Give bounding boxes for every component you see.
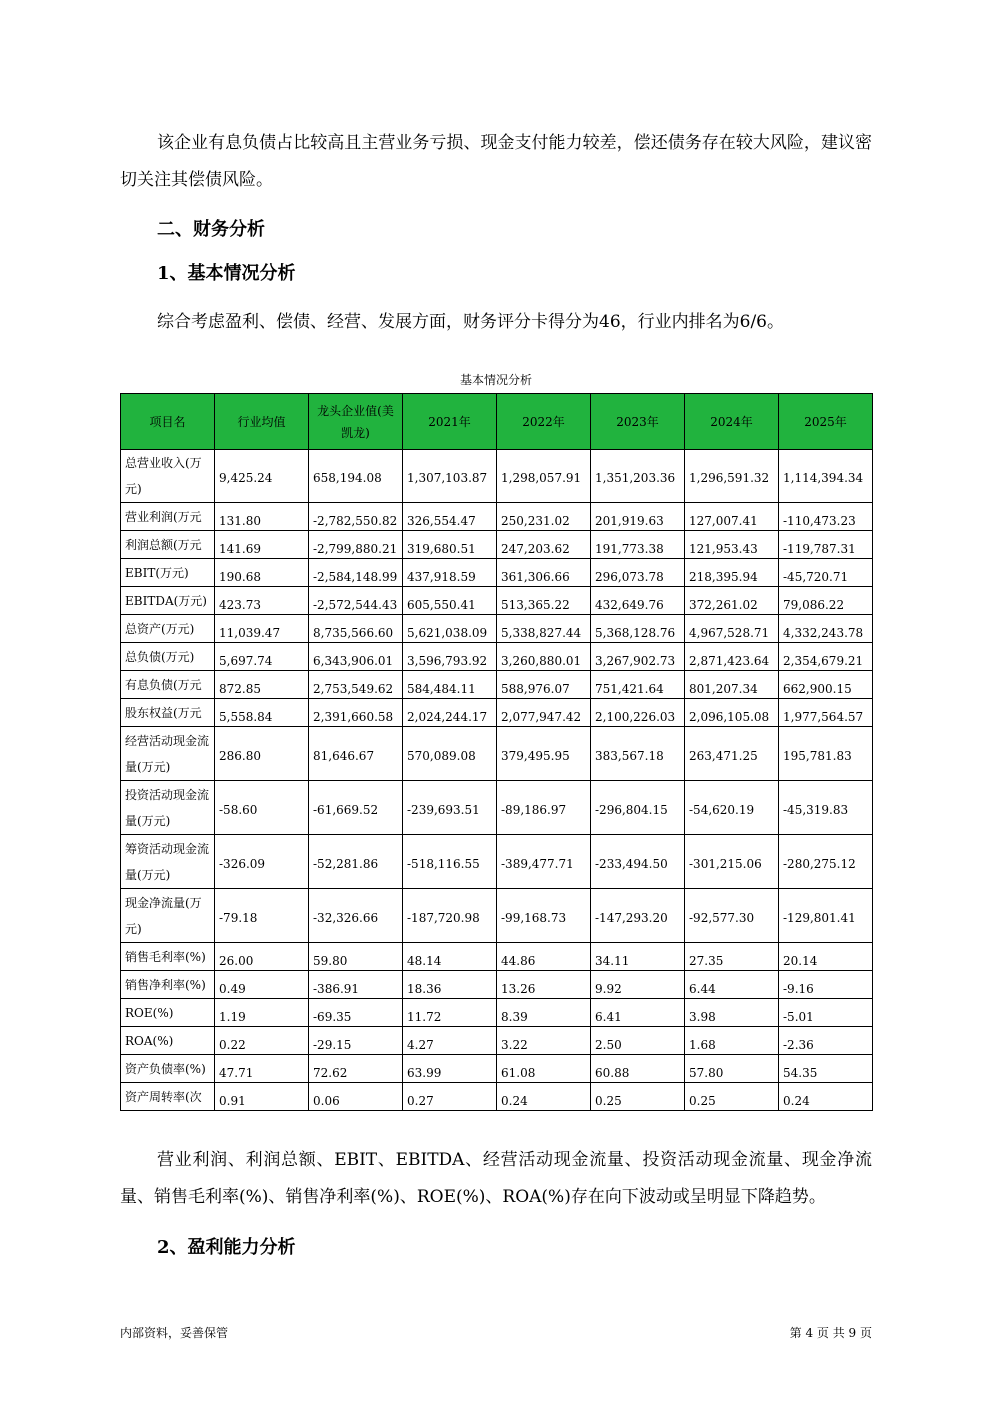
value-cell: -2,782,550.82 bbox=[309, 503, 403, 531]
value-cell: -45,319.83 bbox=[779, 781, 873, 835]
value-cell: 319,680.51 bbox=[403, 531, 497, 559]
table-row bbox=[121, 503, 873, 531]
value-cell: -386.91 bbox=[309, 971, 403, 999]
row-label-cell: EBIT(万元) bbox=[121, 559, 215, 587]
value-cell: 11.72 bbox=[403, 999, 497, 1027]
value-cell: 513,365.22 bbox=[497, 587, 591, 615]
value-cell: 127,007.41 bbox=[685, 503, 779, 531]
value-cell: 250,231.02 bbox=[497, 503, 591, 531]
table-row bbox=[121, 531, 873, 559]
value-cell: 1,298,057.91 bbox=[497, 450, 591, 503]
value-cell: 0.25 bbox=[685, 1083, 779, 1111]
row-label-cell: 资产周转率(次 bbox=[121, 1083, 215, 1111]
value-cell: 326,554.47 bbox=[403, 503, 497, 531]
table-row bbox=[121, 1027, 873, 1055]
row-label-cell: 利润总额(万元 bbox=[121, 531, 215, 559]
footer-confidential-note: 内部资料，妥善保管 bbox=[120, 1326, 229, 1340]
table-body bbox=[121, 450, 873, 1111]
value-cell: -92,577.30 bbox=[685, 889, 779, 943]
value-cell: 6,343,906.01 bbox=[309, 643, 403, 671]
basic-analysis-table bbox=[120, 393, 873, 1111]
value-cell: 48.14 bbox=[403, 943, 497, 971]
value-cell: -239,693.51 bbox=[403, 781, 497, 835]
value-cell: 2,100,226.03 bbox=[591, 699, 685, 727]
value-cell: 1.68 bbox=[685, 1027, 779, 1055]
table-row bbox=[121, 889, 873, 943]
value-cell: 26.00 bbox=[215, 943, 309, 971]
value-cell: 13.26 bbox=[497, 971, 591, 999]
value-cell: 801,207.34 bbox=[685, 671, 779, 699]
value-cell: 121,953.43 bbox=[685, 531, 779, 559]
value-cell: 658,194.08 bbox=[309, 450, 403, 503]
value-cell: 131.80 bbox=[215, 503, 309, 531]
value-cell: 8,735,566.60 bbox=[309, 615, 403, 643]
row-label-cell: EBITDA(万元) bbox=[121, 587, 215, 615]
value-cell: 59.80 bbox=[309, 943, 403, 971]
row-label-cell: 投资活动现金流量(万元) bbox=[121, 781, 215, 835]
value-cell: 2,024,244.17 bbox=[403, 699, 497, 727]
value-cell: 63.99 bbox=[403, 1055, 497, 1083]
value-cell: 0.22 bbox=[215, 1027, 309, 1055]
value-cell: 1,307,103.87 bbox=[403, 450, 497, 503]
value-cell: 0.06 bbox=[309, 1083, 403, 1111]
intro-paragraph: 该企业有息负债占比较高且主营业务亏损、现金支付能力较差，偿还债务存在较大风险，建议密切关注其偿债风险。 bbox=[120, 133, 872, 190]
value-cell: 81,646.67 bbox=[309, 727, 403, 781]
value-cell: 3.98 bbox=[685, 999, 779, 1027]
value-cell: 383,567.18 bbox=[591, 727, 685, 781]
value-cell: 1,977,564.57 bbox=[779, 699, 873, 727]
value-cell: 4,967,528.71 bbox=[685, 615, 779, 643]
column-header: 龙头企业值(美凯龙) bbox=[309, 394, 403, 450]
table-header-row bbox=[121, 394, 873, 450]
value-cell: 60.88 bbox=[591, 1055, 685, 1083]
value-cell: 4,332,243.78 bbox=[779, 615, 873, 643]
value-cell: 751,421.64 bbox=[591, 671, 685, 699]
value-cell: 3,596,793.92 bbox=[403, 643, 497, 671]
value-cell: 8.39 bbox=[497, 999, 591, 1027]
value-cell: 218,395.94 bbox=[685, 559, 779, 587]
value-cell: 1,296,591.32 bbox=[685, 450, 779, 503]
value-cell: 361,306.66 bbox=[497, 559, 591, 587]
value-cell: 5,558.84 bbox=[215, 699, 309, 727]
summary-paragraph: 综合考虑盈利、偿债、经营、发展方面，财务评分卡得分为46，行业内排名为6/6。 bbox=[157, 312, 784, 332]
row-label-cell: 营业利润(万元 bbox=[121, 503, 215, 531]
table-row bbox=[121, 699, 873, 727]
value-cell: -52,281.86 bbox=[309, 835, 403, 889]
value-cell: 0.24 bbox=[497, 1083, 591, 1111]
row-label-cell: ROA(%) bbox=[121, 1027, 215, 1055]
value-cell: 437,918.59 bbox=[403, 559, 497, 587]
value-cell: 584,484.11 bbox=[403, 671, 497, 699]
value-cell: -69.35 bbox=[309, 999, 403, 1027]
value-cell: 1,114,394.34 bbox=[779, 450, 873, 503]
column-header: 行业均值 bbox=[215, 394, 309, 450]
value-cell: 2,753,549.62 bbox=[309, 671, 403, 699]
value-cell: -99,168.73 bbox=[497, 889, 591, 943]
value-cell: -147,293.20 bbox=[591, 889, 685, 943]
value-cell: 201,919.63 bbox=[591, 503, 685, 531]
column-header: 2022年 bbox=[497, 394, 591, 450]
table-row bbox=[121, 835, 873, 889]
row-label-cell: 总资产(万元) bbox=[121, 615, 215, 643]
value-cell: 18.36 bbox=[403, 971, 497, 999]
value-cell: 1.19 bbox=[215, 999, 309, 1027]
value-cell: 195,781.83 bbox=[779, 727, 873, 781]
trend-paragraph: 营业利润、利润总额、EBIT、EBITDA、经营活动现金流量、投资活动现金流量、现金净流量、销售毛利率(%)、销售净利率(%)、ROE(%)、ROA(%)存在向下波动或呈明显下降趋势。 bbox=[120, 1150, 872, 1207]
value-cell: 0.25 bbox=[591, 1083, 685, 1111]
value-cell: -2,799,880.21 bbox=[309, 531, 403, 559]
table-row bbox=[121, 999, 873, 1027]
table-row bbox=[121, 643, 873, 671]
row-label-cell: 筹资活动现金流量(万元) bbox=[121, 835, 215, 889]
value-cell: 3.22 bbox=[497, 1027, 591, 1055]
value-cell: 263,471.25 bbox=[685, 727, 779, 781]
value-cell: -389,477.71 bbox=[497, 835, 591, 889]
value-cell: 296,073.78 bbox=[591, 559, 685, 587]
row-label-cell: ROE(%) bbox=[121, 999, 215, 1027]
value-cell: 6.41 bbox=[591, 999, 685, 1027]
table-row bbox=[121, 1083, 873, 1111]
row-label-cell: 总营业收入(万元) bbox=[121, 450, 215, 503]
row-label-cell: 经营活动现金流量(万元) bbox=[121, 727, 215, 781]
value-cell: -301,215.06 bbox=[685, 835, 779, 889]
value-cell: 2,096,105.08 bbox=[685, 699, 779, 727]
value-cell: 0.49 bbox=[215, 971, 309, 999]
footer-page-number: 第 4 页 共 9 页 bbox=[789, 1326, 872, 1340]
value-cell: 2,871,423.64 bbox=[685, 643, 779, 671]
value-cell: 4.27 bbox=[403, 1027, 497, 1055]
value-cell: 54.35 bbox=[779, 1055, 873, 1083]
value-cell: 141.69 bbox=[215, 531, 309, 559]
value-cell: 61.08 bbox=[497, 1055, 591, 1083]
value-cell: -32,326.66 bbox=[309, 889, 403, 943]
row-label-cell: 销售净利率(%) bbox=[121, 971, 215, 999]
column-header: 2025年 bbox=[779, 394, 873, 450]
value-cell: 247,203.62 bbox=[497, 531, 591, 559]
value-cell: -58.60 bbox=[215, 781, 309, 835]
value-cell: 11,039.47 bbox=[215, 615, 309, 643]
value-cell: -2,584,148.99 bbox=[309, 559, 403, 587]
value-cell: 72.62 bbox=[309, 1055, 403, 1083]
value-cell: 44.86 bbox=[497, 943, 591, 971]
table-row bbox=[121, 559, 873, 587]
column-header: 2021年 bbox=[403, 394, 497, 450]
value-cell: 191,773.38 bbox=[591, 531, 685, 559]
value-cell: 0.91 bbox=[215, 1083, 309, 1111]
value-cell: 27.35 bbox=[685, 943, 779, 971]
value-cell: 605,550.41 bbox=[403, 587, 497, 615]
value-cell: -326.09 bbox=[215, 835, 309, 889]
row-label-cell: 有息负债(万元 bbox=[121, 671, 215, 699]
value-cell: 0.27 bbox=[403, 1083, 497, 1111]
table-row bbox=[121, 450, 873, 503]
value-cell: 3,267,902.73 bbox=[591, 643, 685, 671]
subsection-heading-basic: 1、基本情况分析 bbox=[157, 263, 296, 284]
value-cell: 1,351,203.36 bbox=[591, 450, 685, 503]
value-cell: -280,275.12 bbox=[779, 835, 873, 889]
column-header: 2023年 bbox=[591, 394, 685, 450]
value-cell: 3,260,880.01 bbox=[497, 643, 591, 671]
row-label-cell: 资产负债率(%) bbox=[121, 1055, 215, 1083]
value-cell: -129,801.41 bbox=[779, 889, 873, 943]
value-cell: -119,787.31 bbox=[779, 531, 873, 559]
value-cell: -5.01 bbox=[779, 999, 873, 1027]
table-row bbox=[121, 615, 873, 643]
value-cell: 2.50 bbox=[591, 1027, 685, 1055]
value-cell: -296,804.15 bbox=[591, 781, 685, 835]
value-cell: 5,621,038.09 bbox=[403, 615, 497, 643]
value-cell: 379,495.95 bbox=[497, 727, 591, 781]
subsection-heading-profitability: 2、盈利能力分析 bbox=[157, 1237, 296, 1258]
table-row bbox=[121, 727, 873, 781]
value-cell: 5,697.74 bbox=[215, 643, 309, 671]
value-cell: -518,116.55 bbox=[403, 835, 497, 889]
table-row bbox=[121, 971, 873, 999]
value-cell: 47.71 bbox=[215, 1055, 309, 1083]
value-cell: 190.68 bbox=[215, 559, 309, 587]
column-header: 2024年 bbox=[685, 394, 779, 450]
value-cell: 20.14 bbox=[779, 943, 873, 971]
table-row bbox=[121, 781, 873, 835]
value-cell: 570,089.08 bbox=[403, 727, 497, 781]
value-cell: 2,354,679.21 bbox=[779, 643, 873, 671]
column-header: 项目名 bbox=[121, 394, 215, 450]
value-cell: 79,086.22 bbox=[779, 587, 873, 615]
value-cell: 5,368,128.76 bbox=[591, 615, 685, 643]
value-cell: 423.73 bbox=[215, 587, 309, 615]
row-label-cell: 总负债(万元) bbox=[121, 643, 215, 671]
value-cell: -187,720.98 bbox=[403, 889, 497, 943]
value-cell: 5,338,827.44 bbox=[497, 615, 591, 643]
row-label-cell: 股东权益(万元 bbox=[121, 699, 215, 727]
value-cell: 34.11 bbox=[591, 943, 685, 971]
value-cell: -45,720.71 bbox=[779, 559, 873, 587]
row-label-cell: 现金净流量(万元) bbox=[121, 889, 215, 943]
value-cell: -29.15 bbox=[309, 1027, 403, 1055]
value-cell: 286.80 bbox=[215, 727, 309, 781]
value-cell: 2,077,947.42 bbox=[497, 699, 591, 727]
table-caption: 基本情况分析 bbox=[459, 373, 532, 387]
row-label-cell: 销售毛利率(%) bbox=[121, 943, 215, 971]
value-cell: -110,473.23 bbox=[779, 503, 873, 531]
value-cell: 588,976.07 bbox=[497, 671, 591, 699]
value-cell: 6.44 bbox=[685, 971, 779, 999]
value-cell: 9,425.24 bbox=[215, 450, 309, 503]
value-cell: 2,391,660.58 bbox=[309, 699, 403, 727]
value-cell: 9.92 bbox=[591, 971, 685, 999]
value-cell: -2.36 bbox=[779, 1027, 873, 1055]
value-cell: -61,669.52 bbox=[309, 781, 403, 835]
value-cell: -9.16 bbox=[779, 971, 873, 999]
table-row bbox=[121, 671, 873, 699]
value-cell: -89,186.97 bbox=[497, 781, 591, 835]
value-cell: 0.24 bbox=[779, 1083, 873, 1111]
value-cell: -54,620.19 bbox=[685, 781, 779, 835]
value-cell: 662,900.15 bbox=[779, 671, 873, 699]
value-cell: -233,494.50 bbox=[591, 835, 685, 889]
value-cell: 872.85 bbox=[215, 671, 309, 699]
value-cell: -2,572,544.43 bbox=[309, 587, 403, 615]
table-row bbox=[121, 587, 873, 615]
value-cell: 432,649.76 bbox=[591, 587, 685, 615]
value-cell: 372,261.02 bbox=[685, 587, 779, 615]
value-cell: -79.18 bbox=[215, 889, 309, 943]
section-heading-financial-analysis: 二、财务分析 bbox=[157, 219, 265, 240]
table-row bbox=[121, 1055, 873, 1083]
table-row bbox=[121, 943, 873, 971]
value-cell: 57.80 bbox=[685, 1055, 779, 1083]
